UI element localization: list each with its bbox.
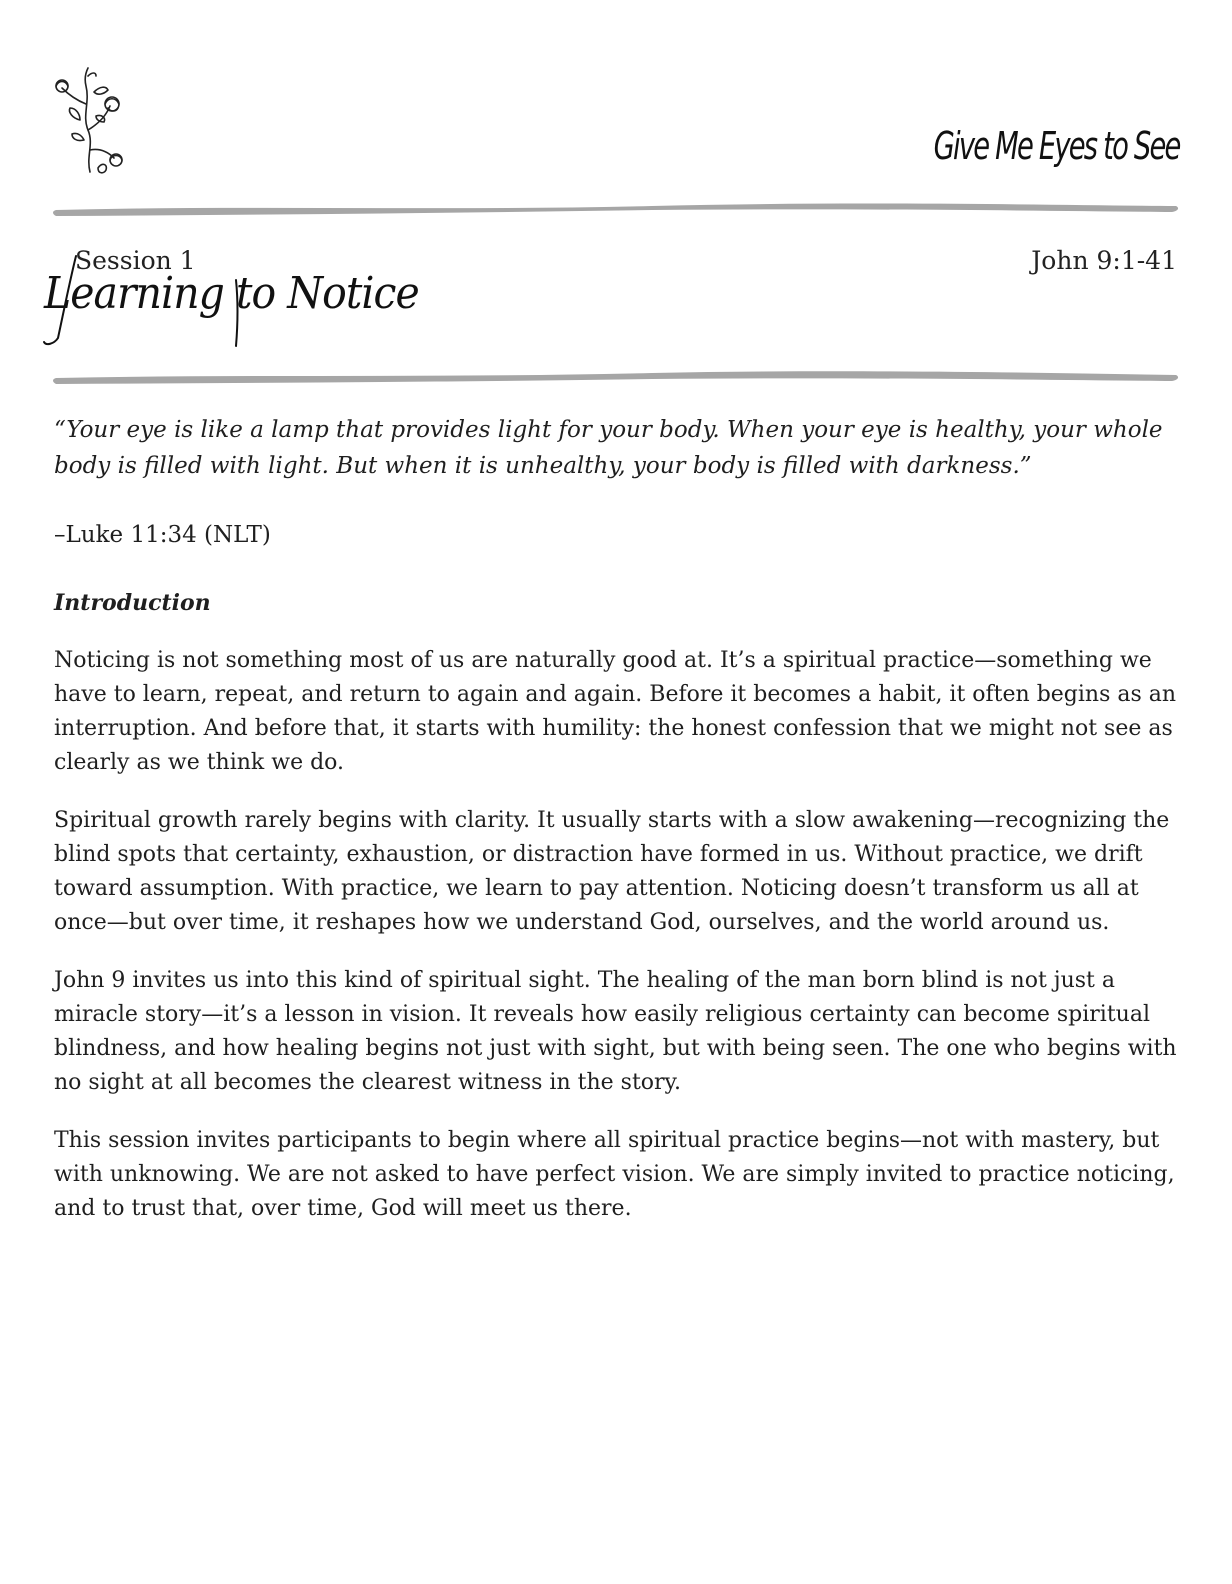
introduction-paragraph: Spiritual growth rarely begins with clarity. It usually starts with a slow awakening—recognizing the blind spots that certainty, exhaustion, or distraction have formed in us. Without practice, we drift toward assumption. With practice, we learn to pay attention. Noticing doesn’t transform us all at once—but over time, it reshapes how we understand God, ourselves, and the world around us. <box>54 808 1170 935</box>
introduction-paragraph: Noticing is not something most of us are naturally good at. It’s a spiritual practice—something we have to learn, repeat, and return to again and again. Before it becomes a habit, it often begins as an interruption. And before that, it starts with humility: the honest confession that we might not see as clearly as we think we do. <box>54 648 1177 775</box>
title-divider <box>52 366 1180 384</box>
series-title: Give Me Eyes to See <box>934 124 1180 168</box>
epigraph-citation: –Luke 11:34 (NLT) <box>54 522 271 548</box>
session-label: Session 1 <box>75 246 196 275</box>
floral-branch-icon <box>50 64 132 176</box>
introduction-paragraph: John 9 invites us into this kind of spiritual sight. The healing of the man born blind is not just a miracle story—it’s a lesson in vision. It reveals how easily religious certainty can become spiritual blindness, and how healing begins not just with sight, but with being seen. The one who begins with no sight at all becomes the clearest witness in the story. <box>54 968 1177 1095</box>
epigraph-quote: “Your eye is like a lamp that provides light for your body. When your eye is healthy, your whole body is filled with light. But when it is unhealthy, your body is filled with darkness.” <box>54 417 1163 479</box>
header-divider <box>52 198 1180 216</box>
session-title: Learning to Notice <box>44 268 419 319</box>
introduction-heading: Introduction <box>54 590 211 616</box>
session-content <box>54 412 1178 1226</box>
introduction-paragraph: This session invites participants to begin where all spiritual practice begins—not with mastery, but with unknowing. We are not asked to have perfect vision. We are simply invited to practice noticing, and to trust that, over time, God will meet us there. <box>54 1128 1175 1221</box>
scripture-reference: John 9:1-41 <box>1031 246 1177 275</box>
